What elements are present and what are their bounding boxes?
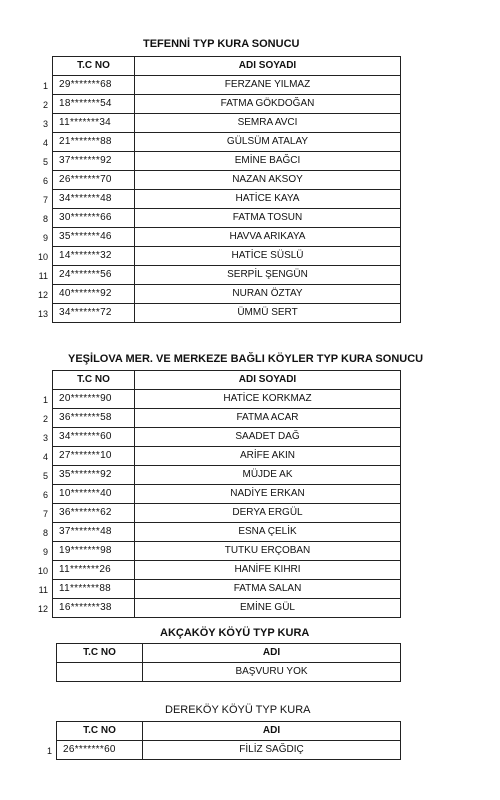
table-header-row bbox=[57, 644, 401, 663]
name-cell: HANİFE KIHRI bbox=[135, 561, 401, 580]
tc-no-cell: 26*******70 bbox=[53, 171, 135, 190]
row-number: 3 bbox=[42, 119, 48, 129]
tc-no-cell bbox=[57, 663, 143, 682]
tc-no-cell: 10*******40 bbox=[53, 485, 135, 504]
table-row bbox=[53, 152, 401, 171]
row-number: 13 bbox=[37, 309, 48, 319]
row-number: 10 bbox=[37, 252, 48, 262]
header-name: ADI bbox=[143, 644, 401, 663]
row-number: 11 bbox=[38, 585, 48, 595]
tc-no-cell: 16*******38 bbox=[53, 599, 135, 618]
table-row bbox=[53, 523, 401, 542]
name-cell: GÜLSÜM ATALAY bbox=[135, 133, 401, 152]
row-number: 4 bbox=[42, 138, 48, 148]
tc-no-cell: 35*******92 bbox=[53, 466, 135, 485]
header-tc-no: T.C NO bbox=[53, 57, 135, 76]
name-cell: HATİCE KORKMAZ bbox=[135, 390, 401, 409]
row-number: 8 bbox=[42, 214, 48, 224]
section-title-tefenni: TEFENNİ TYP KURA SONUCU bbox=[143, 38, 300, 50]
table-row bbox=[53, 266, 401, 285]
row-number: 3 bbox=[42, 433, 48, 443]
name-cell: MÜJDE AK bbox=[135, 466, 401, 485]
row-number: 8 bbox=[42, 528, 48, 538]
table-row bbox=[53, 485, 401, 504]
row-number: 1 bbox=[46, 746, 52, 756]
name-cell: DERYA ERGÜL bbox=[135, 504, 401, 523]
table-row bbox=[53, 428, 401, 447]
table-row bbox=[53, 504, 401, 523]
row-number: 12 bbox=[37, 290, 48, 300]
table-row bbox=[53, 466, 401, 485]
tc-no-cell: 14*******32 bbox=[53, 247, 135, 266]
tc-no-cell: 34*******72 bbox=[53, 304, 135, 323]
header-name: ADI SOYADI bbox=[135, 371, 401, 390]
tc-no-cell: 40*******92 bbox=[53, 285, 135, 304]
name-cell: FİLİZ SAĞDIÇ bbox=[143, 741, 401, 760]
table-derekoy bbox=[56, 721, 401, 760]
table-row bbox=[57, 741, 401, 760]
tc-no-cell: 27*******10 bbox=[53, 447, 135, 466]
name-cell: ÜMMÜ SERT bbox=[135, 304, 401, 323]
name-cell: ESNA ÇELİK bbox=[135, 523, 401, 542]
tc-no-cell: 24*******56 bbox=[53, 266, 135, 285]
row-number: 12 bbox=[37, 604, 48, 614]
row-number: 11 bbox=[38, 271, 48, 281]
table-row bbox=[53, 133, 401, 152]
name-cell: EMİNE BAĞCI bbox=[135, 152, 401, 171]
tc-no-cell: 11*******26 bbox=[53, 561, 135, 580]
table-row bbox=[53, 95, 401, 114]
table-row bbox=[53, 542, 401, 561]
row-number: 7 bbox=[42, 509, 48, 519]
header-tc-no: T.C NO bbox=[57, 722, 143, 741]
table-row bbox=[53, 285, 401, 304]
row-number: 2 bbox=[42, 414, 48, 424]
name-cell: SEMRA AVCI bbox=[135, 114, 401, 133]
section-title-akcakoy: AKÇAKÖY KÖYÜ TYP KURA bbox=[160, 627, 310, 639]
table-header-row bbox=[53, 371, 401, 390]
table-tefenni bbox=[52, 56, 401, 323]
name-cell: FATMA GÖKDOĞAN bbox=[135, 95, 401, 114]
table-row bbox=[53, 171, 401, 190]
row-number: 9 bbox=[42, 233, 48, 243]
table-akcakoy bbox=[56, 643, 401, 682]
name-cell: HAVVA ARIKAYA bbox=[135, 228, 401, 247]
tc-no-cell: 11*******34 bbox=[53, 114, 135, 133]
row-number: 4 bbox=[42, 452, 48, 462]
name-cell: HATİCE SÜSLÜ bbox=[135, 247, 401, 266]
row-number: 6 bbox=[42, 490, 48, 500]
table-row bbox=[53, 209, 401, 228]
tc-no-cell: 18*******54 bbox=[53, 95, 135, 114]
header-name: ADI SOYADI bbox=[135, 57, 401, 76]
tc-no-cell: 21*******88 bbox=[53, 133, 135, 152]
name-cell: ARİFE AKIN bbox=[135, 447, 401, 466]
table-header-row bbox=[53, 57, 401, 76]
name-cell: BAŞVURU YOK bbox=[143, 663, 401, 682]
table-row bbox=[53, 304, 401, 323]
tc-no-cell: 36*******62 bbox=[53, 504, 135, 523]
tc-no-cell: 30*******66 bbox=[53, 209, 135, 228]
table-header-row bbox=[57, 722, 401, 741]
table-row bbox=[53, 76, 401, 95]
header-tc-no: T.C NO bbox=[57, 644, 143, 663]
table-row bbox=[53, 114, 401, 133]
section-title-yesilova: YEŞİLOVA MER. VE MERKEZE BAĞLI KÖYLER TYP KURA SONUCU bbox=[68, 353, 424, 365]
name-cell: TUTKU ERÇOBAN bbox=[135, 542, 401, 561]
name-cell: NADİYE ERKAN bbox=[135, 485, 401, 504]
table-row bbox=[53, 599, 401, 618]
table-row bbox=[53, 390, 401, 409]
tc-no-cell: 34*******60 bbox=[53, 428, 135, 447]
row-number: 1 bbox=[42, 81, 48, 91]
tc-no-cell: 37*******92 bbox=[53, 152, 135, 171]
table-row bbox=[53, 228, 401, 247]
header-name: ADI bbox=[143, 722, 401, 741]
section-title-derekoy: DEREKÖY KÖYÜ TYP KURA bbox=[165, 704, 311, 716]
tc-no-cell: 37*******48 bbox=[53, 523, 135, 542]
table-row bbox=[53, 447, 401, 466]
name-cell: FATMA TOSUN bbox=[135, 209, 401, 228]
header-tc-no: T.C NO bbox=[53, 371, 135, 390]
tc-no-cell: 34*******48 bbox=[53, 190, 135, 209]
row-number: 5 bbox=[42, 157, 48, 167]
tc-no-cell: 20*******90 bbox=[53, 390, 135, 409]
name-cell: SERPİL ŞENGÜN bbox=[135, 266, 401, 285]
row-number: 1 bbox=[42, 395, 48, 405]
tc-no-cell: 26*******60 bbox=[57, 741, 143, 760]
table-row bbox=[53, 190, 401, 209]
row-number: 7 bbox=[42, 195, 48, 205]
table-row bbox=[53, 409, 401, 428]
table-row bbox=[53, 561, 401, 580]
name-cell: SAADET DAĞ bbox=[135, 428, 401, 447]
tc-no-cell: 36*******58 bbox=[53, 409, 135, 428]
table-row bbox=[57, 663, 401, 682]
name-cell: HATİCE KAYA bbox=[135, 190, 401, 209]
name-cell: EMİNE GÜL bbox=[135, 599, 401, 618]
name-cell: NAZAN AKSOY bbox=[135, 171, 401, 190]
table-row bbox=[53, 247, 401, 266]
tc-no-cell: 35*******46 bbox=[53, 228, 135, 247]
table-row bbox=[53, 580, 401, 599]
name-cell: FATMA SALAN bbox=[135, 580, 401, 599]
row-number: 6 bbox=[42, 176, 48, 186]
row-number: 5 bbox=[42, 471, 48, 481]
table-yesilova bbox=[52, 370, 401, 618]
row-number: 2 bbox=[42, 100, 48, 110]
name-cell: NURAN ÖZTAY bbox=[135, 285, 401, 304]
name-cell: FERZANE YILMAZ bbox=[135, 76, 401, 95]
row-number: 9 bbox=[42, 547, 48, 557]
row-number: 10 bbox=[37, 566, 48, 576]
tc-no-cell: 19*******98 bbox=[53, 542, 135, 561]
tc-no-cell: 11*******88 bbox=[53, 580, 135, 599]
tc-no-cell: 29*******68 bbox=[53, 76, 135, 95]
name-cell: FATMA ACAR bbox=[135, 409, 401, 428]
